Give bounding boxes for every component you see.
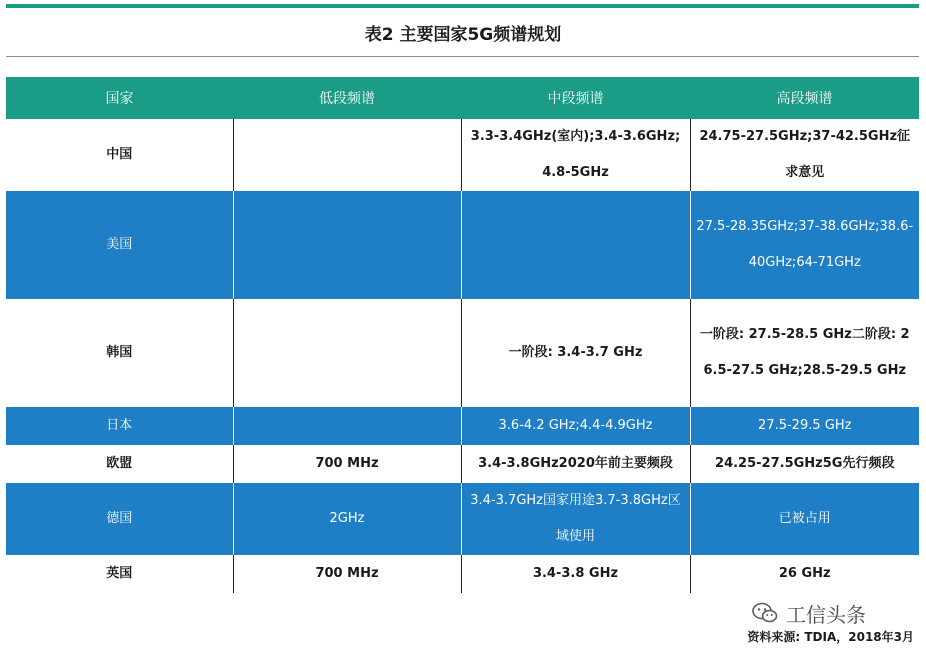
table-row bbox=[6, 407, 919, 445]
cell-mid-band bbox=[461, 191, 690, 299]
table-row bbox=[6, 445, 919, 483]
cell-high-band: 27.5-28.35GHz;37-38.6GHz;38.6-40GHz;64-71GHz bbox=[690, 191, 919, 299]
cell-mid-band: 3.4-3.8GHz2020年前主要频段 bbox=[461, 445, 690, 483]
cell-high-band: 一阶段: 27.5-28.5 GHz二阶段: 26.5-27.5 GHz;28.5-29.5 GHz bbox=[690, 299, 919, 407]
source-note: 资料来源: TDIA，2018年3月 bbox=[747, 630, 914, 644]
cell-country: 日本 bbox=[6, 407, 233, 445]
cell-high-band: 已被占用 bbox=[690, 483, 919, 555]
table-row bbox=[6, 119, 919, 191]
title-divider bbox=[6, 56, 919, 57]
cell-low-band bbox=[233, 299, 461, 407]
cell-low-band: 2GHz bbox=[233, 483, 461, 555]
header-mid-band: 中段频谱 bbox=[461, 77, 690, 119]
table-row bbox=[6, 299, 919, 407]
header-country: 国家 bbox=[6, 77, 233, 119]
cell-country: 中国 bbox=[6, 119, 233, 191]
cell-low-band: 700 MHz bbox=[233, 555, 461, 593]
header-row bbox=[6, 77, 919, 119]
header-low-band: 低段频谱 bbox=[233, 77, 461, 119]
table-row bbox=[6, 191, 919, 299]
wechat-icon bbox=[752, 602, 778, 624]
table-title: 表2 主要国家5G频谱规划 bbox=[364, 25, 562, 45]
cell-low-band bbox=[233, 119, 461, 191]
spectrum-table bbox=[6, 77, 919, 593]
cell-high-band: 24.75-27.5GHz;37-42.5GHz征求意见 bbox=[690, 119, 919, 191]
cell-high-band: 24.25-27.5GHz5G先行频段 bbox=[690, 445, 919, 483]
cell-country: 美国 bbox=[6, 191, 233, 299]
cell-high-band: 27.5-29.5 GHz bbox=[690, 407, 919, 445]
cell-country: 德国 bbox=[6, 483, 233, 555]
cell-mid-band: 3.6-4.2 GHz;4.4-4.9GHz bbox=[461, 407, 690, 445]
cell-low-band bbox=[233, 407, 461, 445]
top-accent-bar bbox=[6, 4, 919, 8]
table-row bbox=[6, 555, 919, 593]
table-row bbox=[6, 483, 919, 555]
cell-low-band: 700 MHz bbox=[233, 445, 461, 483]
cell-mid-band: 3.4-3.7GHz国家用途3.7-3.8GHz区域使用 bbox=[461, 483, 690, 555]
watermark bbox=[752, 598, 866, 628]
cell-high-band: 26 GHz bbox=[690, 555, 919, 593]
watermark-text: 工信头条 bbox=[786, 602, 866, 627]
cell-mid-band: 一阶段: 3.4-3.7 GHz bbox=[461, 299, 690, 407]
cell-country: 韩国 bbox=[6, 299, 233, 407]
cell-mid-band: 3.4-3.8 GHz bbox=[461, 555, 690, 593]
cell-mid-band: 3.3-3.4GHz(室内);3.4-3.6GHz;4.8-5GHz bbox=[461, 119, 690, 191]
header-high-band: 高段频谱 bbox=[690, 77, 919, 119]
cell-country: 欧盟 bbox=[6, 445, 233, 483]
cell-country: 英国 bbox=[6, 555, 233, 593]
cell-low-band bbox=[233, 191, 461, 299]
